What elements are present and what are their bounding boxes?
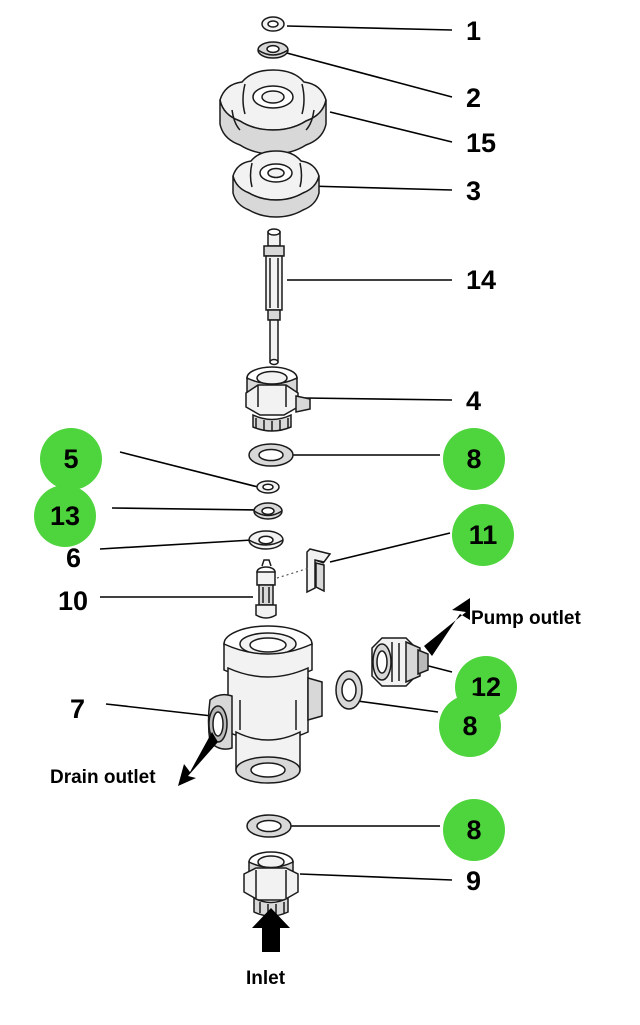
pump-outlet-label: Pump outlet <box>471 608 581 629</box>
part-6-seat <box>249 531 283 549</box>
callout-6[interactable]: 6 <box>66 543 82 573</box>
callout-7[interactable]: 7 <box>70 694 86 724</box>
part-2-washer <box>258 42 288 58</box>
callout-15[interactable]: 15 <box>466 128 497 158</box>
callout-1[interactable]: 1 <box>466 16 482 46</box>
callout-2[interactable]: 2 <box>466 83 482 113</box>
inlet-arrow <box>252 908 290 952</box>
drain-outlet-arrow <box>178 732 218 786</box>
callout-badge-8-upper-label: 8 <box>466 443 482 474</box>
callout-10[interactable]: 10 <box>58 586 89 616</box>
part-9-inlet-fitting <box>244 852 298 916</box>
part-5-oring <box>257 481 279 493</box>
part-8-oring-lower <box>247 815 291 837</box>
flow-arrows <box>178 598 470 952</box>
callout-badge-12-label: 12 <box>470 671 502 702</box>
part-13-washer <box>254 503 282 519</box>
callout-badge-13-label: 13 <box>49 500 81 531</box>
callout-3[interactable]: 3 <box>466 176 482 206</box>
part-14-stem <box>264 229 284 365</box>
callout-badge-11-label: 11 <box>468 519 498 550</box>
callout-badge-5-label: 5 <box>63 443 79 474</box>
part-10-insert <box>256 560 309 618</box>
callout-badge-5[interactable] <box>40 428 102 490</box>
callout-badge-13[interactable] <box>34 485 96 547</box>
callout-badge-8-side[interactable] <box>439 695 501 757</box>
part-8-oring-side <box>336 671 362 709</box>
part-12-fitting <box>372 638 428 686</box>
part-1-oring <box>262 17 284 31</box>
callout-badge-8-upper[interactable] <box>443 428 505 490</box>
callout-4[interactable]: 4 <box>466 386 482 416</box>
part-4-gland-nut <box>246 367 310 431</box>
callout-badge-8-lower-label: 8 <box>466 814 482 845</box>
inlet-label: Inlet <box>246 968 286 989</box>
pump-outlet-arrow <box>424 598 470 656</box>
callout-badge-11[interactable] <box>452 504 514 566</box>
drain-outlet-label: Drain outlet <box>50 767 156 788</box>
callout-badge-8-lower[interactable] <box>443 799 505 861</box>
callout-badge-8-side-label: 8 <box>462 710 478 741</box>
callout-14[interactable]: 14 <box>466 265 497 295</box>
part-3-knob <box>233 151 319 217</box>
part-7-body <box>209 626 323 783</box>
part-11-clip <box>307 549 330 592</box>
part-15-knob <box>220 70 326 154</box>
callout-9[interactable]: 9 <box>466 866 482 896</box>
part-8-oring-upper <box>249 444 293 466</box>
